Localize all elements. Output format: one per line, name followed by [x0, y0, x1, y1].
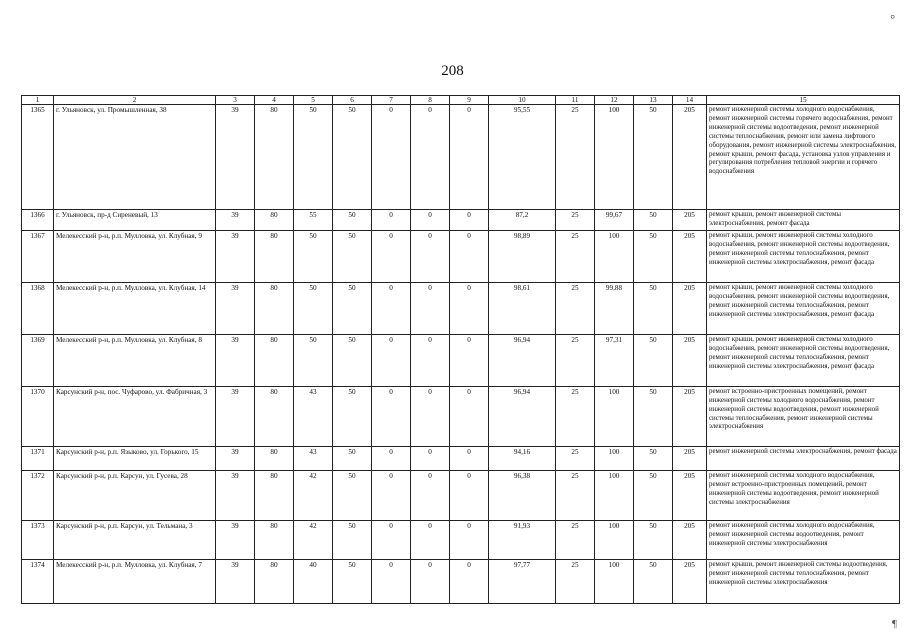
value-cell: 55	[294, 210, 333, 231]
table-row	[22, 559, 900, 603]
value-cell: 100	[595, 446, 634, 470]
value-cell: 42	[294, 470, 333, 520]
value-cell: 50	[294, 282, 333, 334]
value-cell: 205	[673, 446, 707, 470]
value-cell: 0	[372, 282, 411, 334]
value-cell: 25	[556, 446, 595, 470]
col-header: 11	[556, 96, 595, 105]
works-cell: ремонт крыши, ремонт инженерной системы холодного водоснабжения, ремонт инженерной системы водоотведения, ремонт инженерной системы теплоснабжения, ремонт инженерной системы электроснабжения, ремонт фасада	[707, 282, 900, 334]
value-cell: 80	[255, 105, 294, 210]
row-number-cell: 1370	[22, 386, 54, 446]
row-number-cell: 1371	[22, 446, 54, 470]
value-cell: 0	[450, 105, 489, 210]
value-cell: 39	[216, 386, 255, 446]
value-cell: 205	[673, 470, 707, 520]
value-cell: 50	[634, 105, 673, 210]
col-header: 12	[595, 96, 634, 105]
table-row	[22, 386, 900, 446]
value-cell: 98,61	[489, 282, 556, 334]
value-cell: 0	[372, 210, 411, 231]
value-cell: 0	[411, 520, 450, 559]
table-row	[22, 230, 900, 282]
works-cell: ремонт инженерной системы холодного водоснабжения, ремонт встроенно-пристроенных помещений, ремонт инженерной системы водоотведения, ремонт инженерной системы электроснабжения	[707, 470, 900, 520]
value-cell: 100	[595, 520, 634, 559]
value-cell: 0	[450, 470, 489, 520]
value-cell: 0	[372, 446, 411, 470]
row-number-cell: 1365	[22, 105, 54, 210]
value-cell: 50	[294, 334, 333, 386]
value-cell: 50	[634, 446, 673, 470]
value-cell: 80	[255, 470, 294, 520]
value-cell: 50	[634, 386, 673, 446]
works-cell: ремонт крыши, ремонт инженерной системы электроснабжения, ремонт фасада	[707, 210, 900, 231]
value-cell: 50	[333, 105, 372, 210]
address-cell: Мелекесский р-н, р.п. Мулловка, ул. Клубная, 14	[54, 282, 216, 334]
value-cell: 40	[294, 559, 333, 603]
value-cell: 0	[372, 520, 411, 559]
value-cell: 80	[255, 520, 294, 559]
address-cell: г. Ульяновск, ул. Промышленная, 38	[54, 105, 216, 210]
table-row	[22, 446, 900, 470]
value-cell: 39	[216, 520, 255, 559]
value-cell: 0	[450, 210, 489, 231]
value-cell: 96,94	[489, 386, 556, 446]
value-cell: 100	[595, 559, 634, 603]
scan-mark-bottom: ¶	[892, 618, 897, 630]
value-cell: 0	[372, 386, 411, 446]
value-cell: 205	[673, 520, 707, 559]
works-cell: ремонт крыши, ремонт инженерной системы холодного водоснабжения, ремонт инженерной системы водоотведения, ремонт инженерной системы теплоснабжения, ремонт инженерной системы электроснабжения, ремонт фасада	[707, 334, 900, 386]
address-cell: Карсунский р-н, р.п. Языково, ул. Горького, 15	[54, 446, 216, 470]
value-cell: 0	[411, 470, 450, 520]
table-row	[22, 282, 900, 334]
value-cell: 50	[333, 470, 372, 520]
value-cell: 50	[333, 559, 372, 603]
col-header: 3	[216, 96, 255, 105]
value-cell: 0	[411, 386, 450, 446]
value-cell: 96,94	[489, 334, 556, 386]
row-number-cell: 1374	[22, 559, 54, 603]
value-cell: 50	[333, 230, 372, 282]
value-cell: 50	[634, 520, 673, 559]
value-cell: 25	[556, 559, 595, 603]
row-number-cell: 1369	[22, 334, 54, 386]
header-row	[22, 96, 900, 105]
value-cell: 100	[595, 105, 634, 210]
value-cell: 0	[411, 559, 450, 603]
works-cell: ремонт инженерной системы холодного водоснабжения, ремонт инженерной системы водоотведения, ремонт инженерной системы электроснабжения	[707, 520, 900, 559]
col-header: 14	[673, 96, 707, 105]
value-cell: 94,16	[489, 446, 556, 470]
value-cell: 205	[673, 230, 707, 282]
value-cell: 50	[634, 282, 673, 334]
col-header: 13	[634, 96, 673, 105]
works-cell: ремонт инженерной системы электроснабжения, ремонт фасада	[707, 446, 900, 470]
value-cell: 205	[673, 386, 707, 446]
works-cell: ремонт инженерной системы холодного водоснабжения, ремонт инженерной системы горячего водоснабжения, ремонт инженерной системы водоотведения, ремонт инженерной системы теплоснабжения, ремонт или замена лифтового оборудования, ремонт инженерной системы электроснабжения, ремонт крыши, ремонт фасада, установка узлов управления и регулирования потребления тепловой энергии и горячего водоснабжения	[707, 105, 900, 210]
value-cell: 39	[216, 105, 255, 210]
value-cell: 50	[333, 282, 372, 334]
value-cell: 99,67	[595, 210, 634, 231]
address-cell: Карсунский р-н, пос. Чуфарово, ул. Фабричная, 3	[54, 386, 216, 446]
scan-mark-top: °	[890, 12, 895, 26]
value-cell: 50	[634, 210, 673, 231]
value-cell: 25	[556, 282, 595, 334]
address-cell: г. Ульяновск, пр-д Сиреневый, 13	[54, 210, 216, 231]
page-number: 208	[441, 63, 464, 79]
value-cell: 0	[372, 559, 411, 603]
table-row	[22, 470, 900, 520]
value-cell: 50	[333, 334, 372, 386]
value-cell: 80	[255, 559, 294, 603]
value-cell: 39	[216, 230, 255, 282]
value-cell: 91,93	[489, 520, 556, 559]
value-cell: 0	[372, 105, 411, 210]
value-cell: 80	[255, 230, 294, 282]
row-number-cell: 1372	[22, 470, 54, 520]
value-cell: 0	[450, 386, 489, 446]
value-cell: 50	[634, 334, 673, 386]
value-cell: 50	[294, 105, 333, 210]
value-cell: 0	[450, 230, 489, 282]
col-header: 8	[411, 96, 450, 105]
value-cell: 0	[411, 282, 450, 334]
value-cell: 0	[450, 334, 489, 386]
works-cell: ремонт встроенно-пристроенных помещений, ремонт инженерной системы холодного водоснабжения, ремонт инженерной системы водоотведения, ремонт инженерной системы теплоснабжения, ремонт инженерной системы электроснабжения	[707, 386, 900, 446]
value-cell: 50	[634, 559, 673, 603]
row-number-cell: 1366	[22, 210, 54, 231]
value-cell: 43	[294, 446, 333, 470]
value-cell: 25	[556, 470, 595, 520]
address-cell: Карсунский р-н, р.п. Карсун, ул. Тельмана, 3	[54, 520, 216, 559]
table-row	[22, 520, 900, 559]
value-cell: 25	[556, 520, 595, 559]
value-cell: 0	[450, 520, 489, 559]
table-row	[22, 334, 900, 386]
address-cell: Мелекесский р-н, р.п. Мулловка, ул. Клубная, 9	[54, 230, 216, 282]
value-cell: 98,89	[489, 230, 556, 282]
value-cell: 50	[634, 470, 673, 520]
value-cell: 80	[255, 334, 294, 386]
value-cell: 0	[372, 334, 411, 386]
col-header: 5	[294, 96, 333, 105]
value-cell: 205	[673, 282, 707, 334]
col-header: 9	[450, 96, 489, 105]
value-cell: 39	[216, 446, 255, 470]
table-row	[22, 105, 900, 210]
col-header: 7	[372, 96, 411, 105]
value-cell: 205	[673, 334, 707, 386]
value-cell: 99,88	[595, 282, 634, 334]
value-cell: 0	[450, 282, 489, 334]
value-cell: 25	[556, 210, 595, 231]
register-table	[21, 95, 900, 604]
value-cell: 80	[255, 386, 294, 446]
row-number-cell: 1373	[22, 520, 54, 559]
row-number-cell: 1367	[22, 230, 54, 282]
value-cell: 39	[216, 559, 255, 603]
value-cell: 0	[411, 210, 450, 231]
table-row	[22, 210, 900, 231]
works-cell: ремонт крыши, ремонт инженерной системы холодного водоснабжения, ремонт инженерной системы водоотведения, ремонт инженерной системы теплоснабжения, ремонт инженерной системы электроснабжения, ремонт фасада	[707, 230, 900, 282]
value-cell: 100	[595, 386, 634, 446]
value-cell: 95,55	[489, 105, 556, 210]
value-cell: 50	[333, 520, 372, 559]
value-cell: 205	[673, 559, 707, 603]
value-cell: 80	[255, 282, 294, 334]
col-header: 4	[255, 96, 294, 105]
value-cell: 97,77	[489, 559, 556, 603]
value-cell: 80	[255, 446, 294, 470]
value-cell: 50	[634, 230, 673, 282]
value-cell: 80	[255, 210, 294, 231]
value-cell: 39	[216, 210, 255, 231]
value-cell: 0	[450, 559, 489, 603]
value-cell: 42	[294, 520, 333, 559]
value-cell: 0	[411, 230, 450, 282]
value-cell: 100	[595, 470, 634, 520]
value-cell: 39	[216, 334, 255, 386]
value-cell: 97,31	[595, 334, 634, 386]
value-cell: 50	[333, 386, 372, 446]
col-header: 2	[54, 96, 216, 105]
value-cell: 0	[411, 105, 450, 210]
value-cell: 100	[595, 230, 634, 282]
value-cell: 0	[450, 446, 489, 470]
col-header: 15	[707, 96, 900, 105]
value-cell: 25	[556, 230, 595, 282]
value-cell: 50	[294, 230, 333, 282]
value-cell: 25	[556, 386, 595, 446]
value-cell: 50	[333, 210, 372, 231]
col-header: 1	[22, 96, 54, 105]
address-cell: Мелекесский р-н, р.п. Мулловка, ул. Клубная, 8	[54, 334, 216, 386]
value-cell: 25	[556, 334, 595, 386]
address-cell: Карсунский р-н, р.п. Карсун, ул. Гусева, 28	[54, 470, 216, 520]
value-cell: 87,2	[489, 210, 556, 231]
address-cell: Мелекесский р-н, р.п. Мулловка, ул. Клубная, 7	[54, 559, 216, 603]
value-cell: 39	[216, 282, 255, 334]
col-header: 10	[489, 96, 556, 105]
value-cell: 0	[372, 470, 411, 520]
row-number-cell: 1368	[22, 282, 54, 334]
value-cell: 205	[673, 105, 707, 210]
value-cell: 0	[411, 446, 450, 470]
value-cell: 39	[216, 470, 255, 520]
value-cell: 205	[673, 210, 707, 231]
value-cell: 0	[372, 230, 411, 282]
value-cell: 0	[411, 334, 450, 386]
col-header: 6	[333, 96, 372, 105]
value-cell: 43	[294, 386, 333, 446]
value-cell: 50	[333, 446, 372, 470]
value-cell: 96,38	[489, 470, 556, 520]
value-cell: 25	[556, 105, 595, 210]
works-cell: ремонт крыши, ремонт инженерной системы водоотведения, ремонт инженерной системы теплоснабжения, ремонт инженерной системы электроснабжения	[707, 559, 900, 603]
